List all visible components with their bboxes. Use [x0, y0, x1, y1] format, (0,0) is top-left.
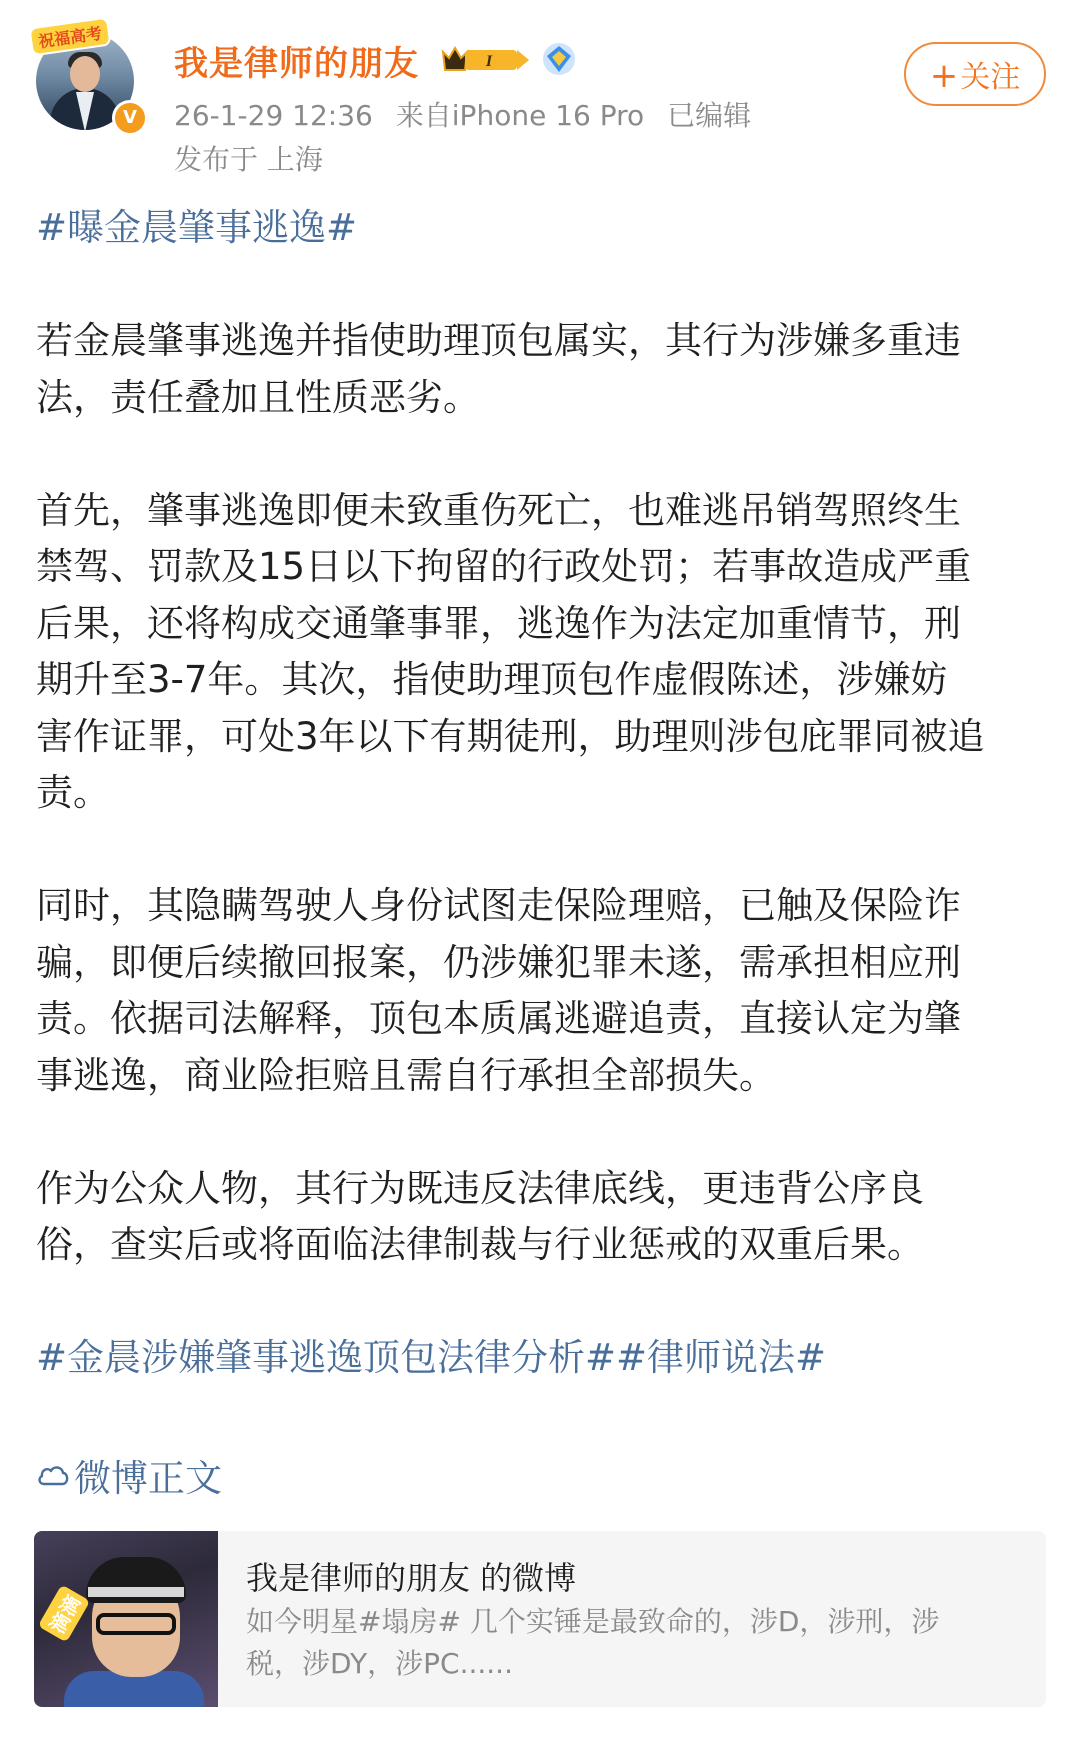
avatar[interactable]	[30, 22, 148, 134]
paragraph: 首先，肇事逃逸即便未致重伤死亡，也难逃吊销驾照终生 禁驾、罚款及15日以下拘留的行政处罚；若事故造成严重 后果，还将构成交通肇事罪，逃逸作为法定加重情节，刑 期升至3-7年。其次，指使助理顶包作虚假陈述，涉嫌妨 害作证罪，可处3年以下有期徒刑，助理则涉包庇罪同被追 责。	[36, 488, 985, 814]
linked-post-card[interactable]	[34, 1531, 1046, 1707]
paragraph: 同时，其隐瞒驾驶人身份试图走保险理赔，已触及保险诈 骗，即便后续撤回报案，仍涉嫌犯罪未遂，需承担相应刑 责。依据司法解释，顶包本质属逃避追责，直接认定为肇 事逃逸，商业险拒赔且需自行承担全部损失。	[36, 884, 961, 1097]
card-title: 我是律师的朋友 的微博	[246, 1559, 577, 1597]
follow-button[interactable]	[904, 42, 1046, 106]
edited-label[interactable]: 已编辑	[667, 99, 752, 132]
paragraph: 作为公众人物，其行为既违反法律底线，更违背公序良 俗，查实后或将面临法律制裁与行业惩戒的双重后果。	[36, 1166, 924, 1266]
card-description: 如今明星#塌房# 几个实锤是最致命的，涉D，涉刑，涉 税，涉DY，涉PC......	[246, 1605, 940, 1680]
verified-v-icon: V	[112, 100, 148, 136]
thumbnail-sticker: 滴滴	[38, 1584, 91, 1642]
post-location: 发布于 上海	[174, 143, 323, 176]
plus-icon: +	[929, 56, 959, 96]
username[interactable]: 我是律师的朋友	[174, 44, 419, 84]
post-body	[36, 200, 1046, 1387]
hashtag-link[interactable]: #律师说法#	[616, 1336, 827, 1379]
post-meta	[174, 94, 751, 134]
avatar-sticker: 祝福高考	[28, 17, 111, 57]
paragraph: 若金晨肇事逃逸并指使助理顶包属实，其行为涉嫌多重违 法，责任叠加且性质恶劣。	[36, 319, 961, 419]
member-diamond-icon[interactable]	[542, 42, 576, 76]
post-source: 来自iPhone 16 Pro	[395, 99, 645, 132]
hashtag-link[interactable]: #曝金晨肇事逃逸#	[36, 206, 358, 249]
weibo-article-link[interactable]	[36, 1448, 222, 1502]
vip-level: I	[485, 53, 493, 70]
hashtag-link[interactable]: #金晨涉嫌肇事逃逸顶包法律分析#	[36, 1336, 617, 1379]
follow-label: 关注	[960, 60, 1021, 95]
weibo-article-label: 微博正文	[74, 1457, 222, 1500]
post-timestamp: 26-1-29 12:36	[174, 99, 373, 132]
vip-crown-badge-icon[interactable]	[441, 44, 533, 74]
card-thumbnail	[34, 1531, 218, 1707]
weibo-cloud-icon	[36, 1463, 70, 1487]
